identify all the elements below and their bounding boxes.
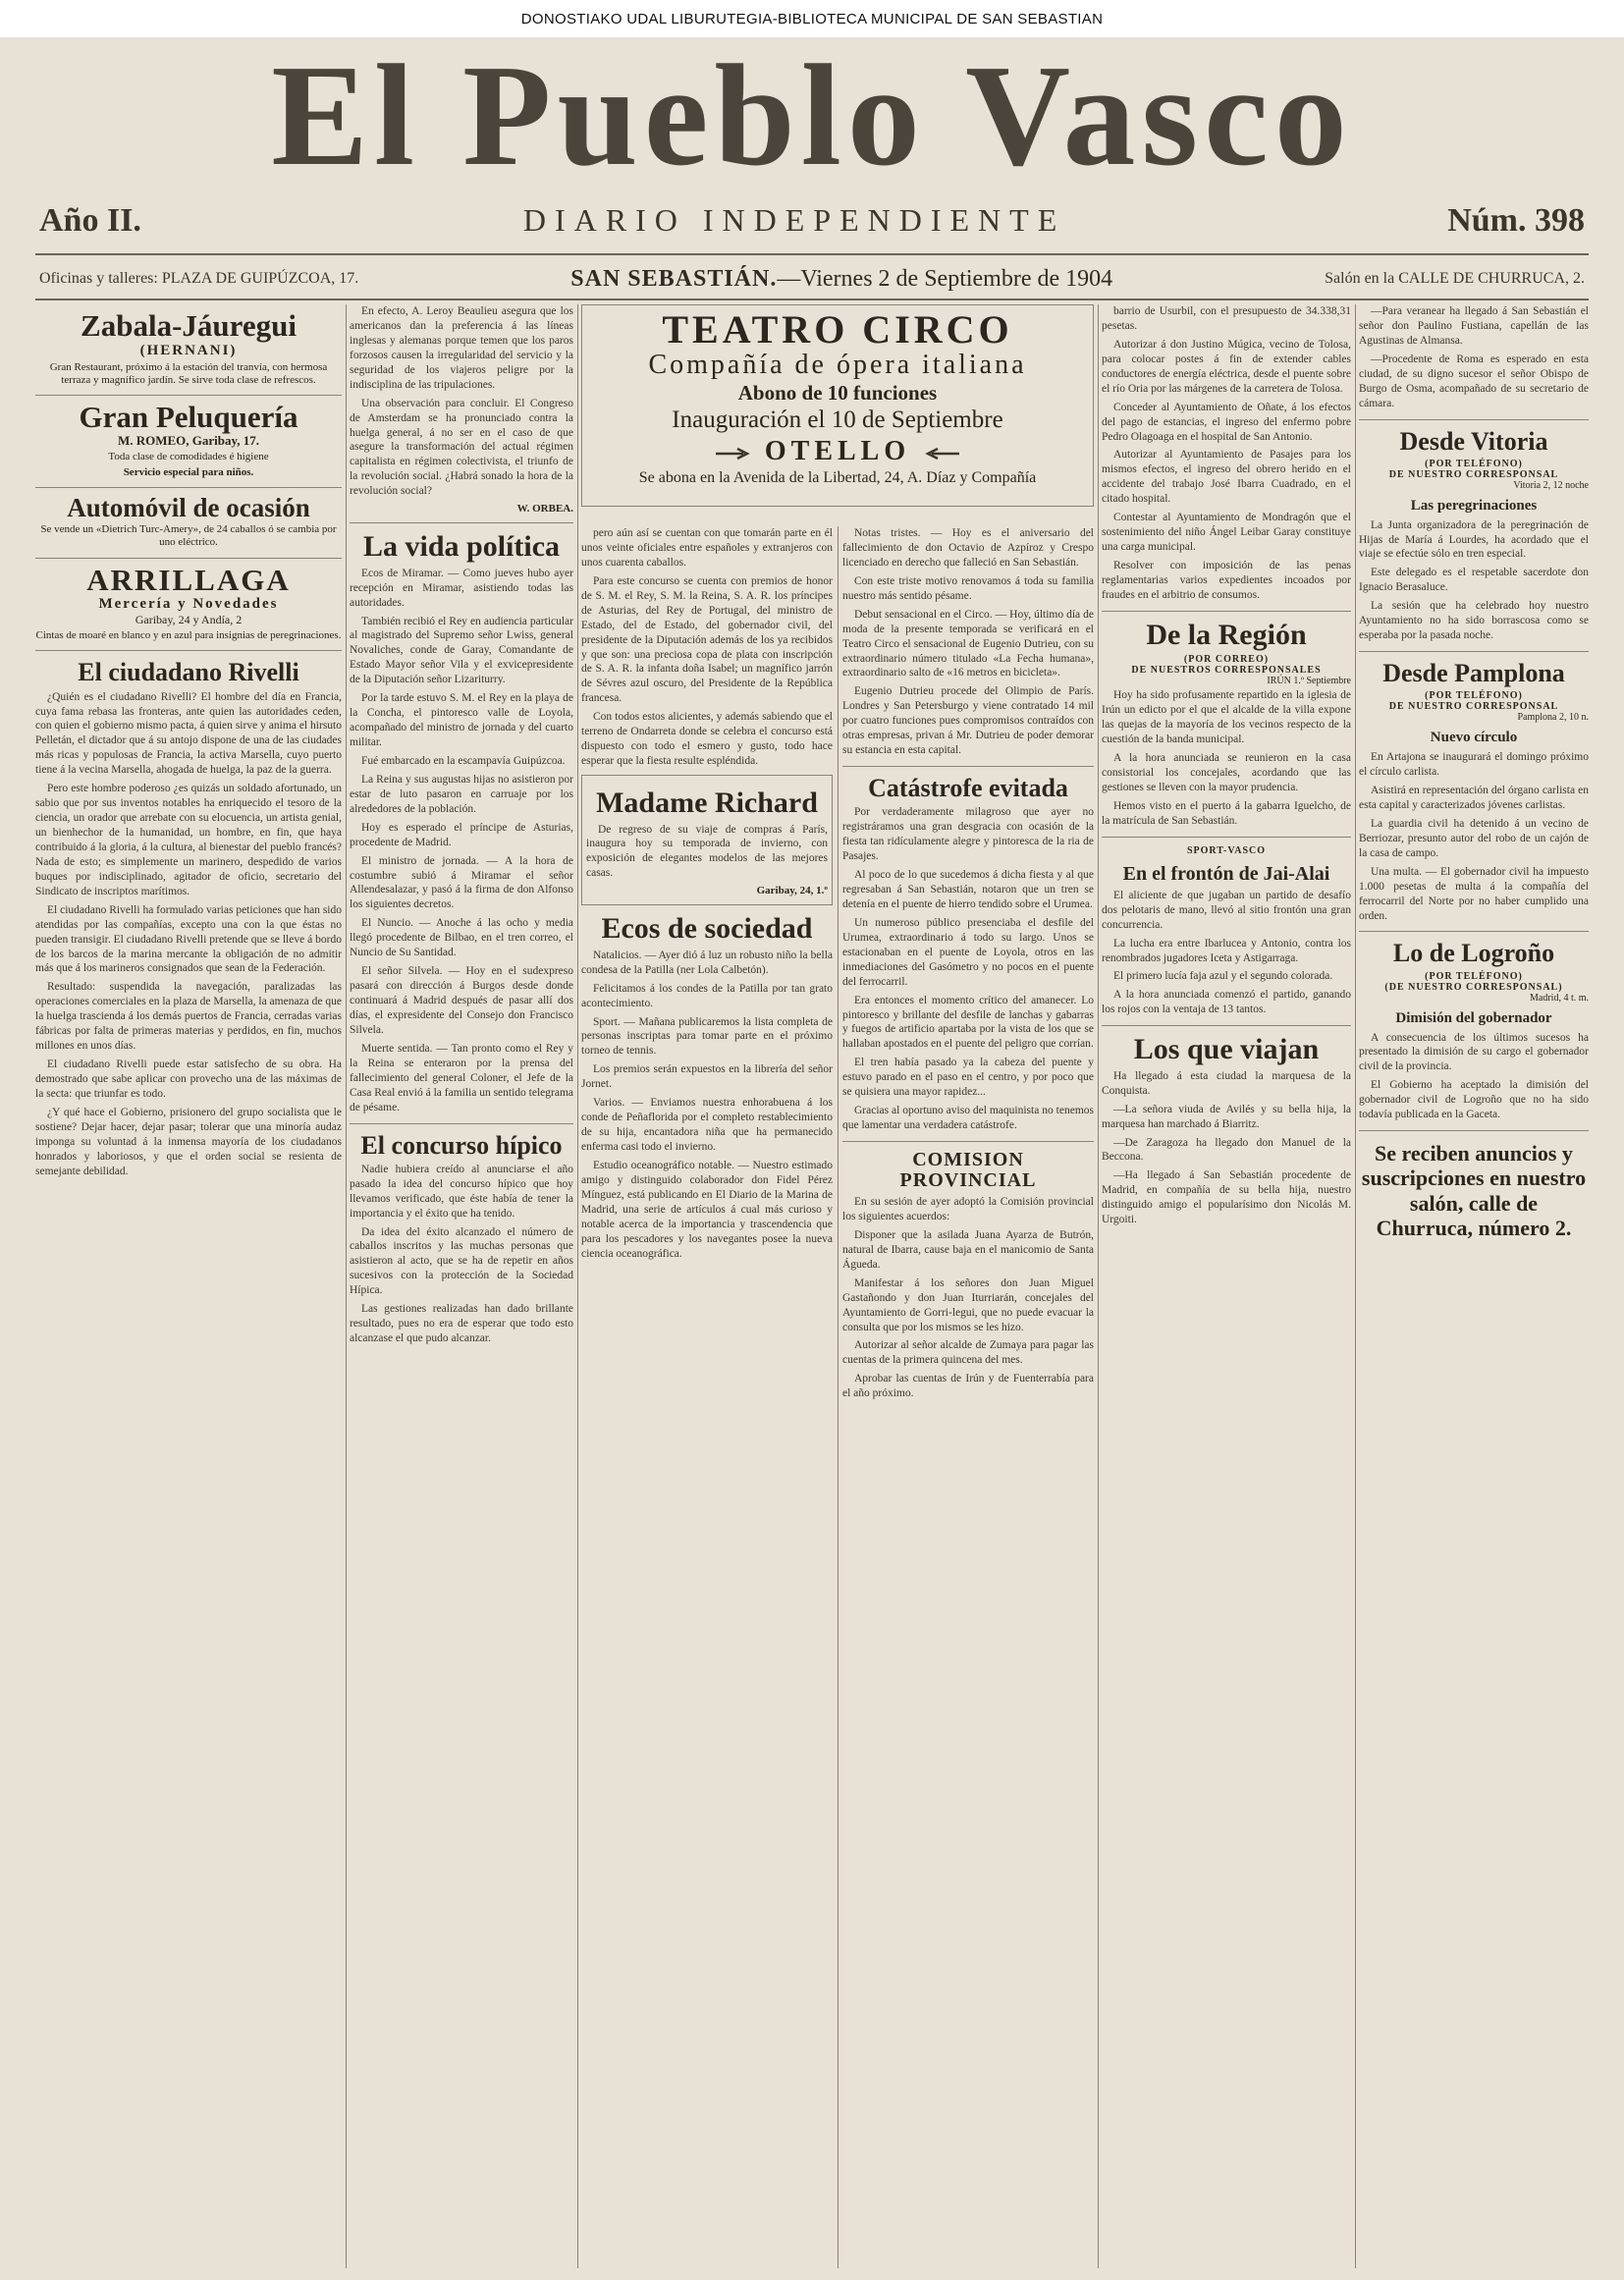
paragraph: Este delegado es el respetable sacerdote don Ignacio Berasaluce. <box>1359 567 1589 594</box>
paragraph: El ciudadano Rivelli ha formulado varias peticiones que han sido atendidas por las compañías, excepto una con la que éstas no pueden transigir. El ciudadano Rivelli pretende que se lleve á bordo de los barcos de la marina mercante la obligación de no admitir más que á los marineros consignados que sean de la Federación. <box>35 903 342 975</box>
column-1 <box>35 304 342 2268</box>
column-2 <box>350 304 573 2268</box>
paragraph: El primero lucía faja azul y el segundo colorada. <box>1113 970 1333 983</box>
paragraph: Hemos visto en el puerto á la gabarra Iguelcho, de la matrícula de San Sebastián. <box>1102 799 1351 827</box>
paragraph: barrio de Usurbil, con el presupuesto de 34.338,31 pesetas. <box>1102 305 1351 332</box>
ad-title: Automóvil de ocasión <box>67 492 310 522</box>
hand-pointer-icon <box>922 446 961 461</box>
ad-subtitle: Garibay, 24 y Andía, 2 <box>135 613 243 627</box>
paragraph: El Nuncio. — Anoche á las ocho y media llegó procedente de Bilbao, en el tren correo, el Nuncio de Su Santidad. <box>350 917 573 959</box>
divider <box>1102 837 1351 838</box>
dispatch-line: Madrid, 4 t. m. <box>1530 992 1589 1004</box>
ad-title: Madame Richard <box>596 787 818 819</box>
divider <box>1359 419 1589 420</box>
ad-title: ARRILLAGA <box>86 562 291 597</box>
ad-address: Garibay, 24, 1.º <box>756 885 828 897</box>
column-rule <box>838 526 839 2268</box>
kicker: (DE NUESTRO CORRESPONSAL) <box>1384 981 1563 993</box>
paragraph: El Gobierno ha aceptado la dimisión del gobernador civil de Logroño que no ha sido todavía publicada en la Gaceta. <box>1359 1079 1589 1121</box>
teatro-circo-ad <box>581 304 1094 507</box>
paragraph: A la hora anunciada comenzó el partido, ganando los rojos con la ventaja de 13 tantos. <box>1102 989 1351 1016</box>
ad-text: Se vende un «Dietrich Turc-Amery», de 24 caballos ó se cambia por uno eléctrico. <box>40 523 337 549</box>
paragraph: Autorizar á don Justino Múgica, vecino de Tolosa, para colocar postes á fin de extender cables conductores de energía eléctrica, desde el puente sobre el río Oria por las márgenes de la carretera de Tolosa. <box>1102 338 1351 395</box>
ad-text: Abono de 10 funciones <box>737 380 938 405</box>
paragraph: La guardia civil ha detenido á un vecino de Berriozar, presunto autor del robo de un cajón de la casa de campo. <box>1359 817 1589 859</box>
paragraph: En Artajona se inaugurará el domingo próximo el círculo carlista. <box>1359 751 1589 779</box>
kicker: (POR CORREO) <box>1183 654 1270 666</box>
paragraph: ¿Quién es el ciudadano Rivelli? El hombre del día en Francia, cuya fama rebasa las fronteras, ante quien las autoridades ceden, con quien el gobierno mismo pacta, á quien sirve y anima el hirsuto Pelletán, el dictador que á su antojo dispone de una de las ciudades más ricas y populosas de Francia, la activa Marsella, cuyo puerto tiene á la vecina Marsella, ahogada de huelga, la paz de la guerra. <box>35 690 342 777</box>
paragraph: Fué embarcado en la escampavía Guipúzcoa. <box>361 754 566 767</box>
article-title: Lo de Logroño <box>1392 939 1555 968</box>
divider <box>1359 1130 1589 1131</box>
paragraph: El señor Silvela. — Hoy en el sudexpreso pasará con dirección á Burgos desde donde continuará á Madrid después de pasar allí dos días, el expresidente del Consejo don Francisco Silvela. <box>350 965 573 1036</box>
paragraph: Ecos de Miramar. — Como jueves hubo ayer recepción en Miramar, asistiendo todas las autoridades. <box>350 567 573 609</box>
paragraph: Natalicios. — Ayer dió á luz un robusto niño la bella condesa de la Patilla (ner Lola Calbetón). <box>581 949 833 976</box>
paragraph: Contestar al Ayuntamiento de Mondragón que el sostenimiento del niño Ángel Leibar Garay constituye una carga municipal. <box>1102 512 1351 554</box>
paragraph: Por verdaderamente milagroso que ayer no registráramos una gran desgracia con ocasión de la fiesta tan ridículamente alegre y pintoresca de la ria de Pasajes. <box>842 806 1094 863</box>
newspaper-subtitle: DIARIO INDEPENDIENTE <box>522 202 1066 238</box>
paragraph: Las gestiones realizadas han dado brillante resultado, pues no era de esperar que todo esto alcanzase el que pudo alcanzar. <box>350 1303 573 1345</box>
subhead: Dimisión del gobernador <box>1395 1009 1552 1026</box>
kicker: SPORT-VASCO <box>1186 844 1267 856</box>
issue-number: Núm. 398 <box>1447 202 1585 239</box>
ad-title: TEATRO CIRCO <box>662 307 1013 352</box>
ad-title: Zabala-Jáuregui <box>81 308 297 343</box>
ad-text: Servicio especial para niños. <box>123 465 254 478</box>
paragraph: Muerte sentida. — Tan pronto como el Rey y la Reina se enteraron por la prensa del fallecimiento del general Coloner, el Jefe de la Casa Real envió á la familia un sentido telegrama de pésame. <box>350 1042 573 1113</box>
article-title: COMISION PROVINCIAL <box>899 1149 1037 1192</box>
paragraph: Autorizar al señor alcalde de Zumaya para pagar las cuentas de la primera quincena del mes. <box>842 1339 1094 1367</box>
paragraph: Resolver con imposición de las penas reglamentarias varios expedientes incoados por fraudes en el arbitrio de consumos. <box>1102 560 1351 601</box>
paragraph: En efecto, A. Leroy Beaulieu asegura que los americanos dan la preferencia á las líneas inglesas y alemanas porque temen que los paros forzosos causen la irregularidad del servicio y la seguridad de los viajeros peligre por la indisciplina de las tripulaciones. <box>350 305 573 391</box>
ad-text: Toda clase de comodidades é higiene <box>108 451 269 463</box>
paragraph: Felicitamos á los condes de la Patilla por tan grato acontecimiento. <box>581 982 833 1009</box>
paragraph: Con todos estos alicientes, y además sabiendo que el terreno de Ondarreta donde se celebra el concurso está dispuesto con todo el esmero y gusto, todo hace esperar que la fiesta resulte espléndida. <box>581 711 833 768</box>
paragraph: —La señora viuda de Avilés y su bella hija, la marquesa han marchado á Biarritz. <box>1102 1103 1351 1130</box>
subhead: Las peregrinaciones <box>1410 497 1538 514</box>
paragraph: La sesión que ha celebrado hoy nuestro Ayuntamiento no ha sido borrascosa como se esperaba por la pasada noche. <box>1359 600 1589 642</box>
column-rule <box>1098 304 1099 2268</box>
ad-subtitle: Compañía de ópera italiana <box>648 350 1027 380</box>
article-title: En el frontón de Jai-Alai <box>1122 862 1330 885</box>
article-title: Desde Vitoria <box>1399 426 1548 456</box>
ad-peluqueria <box>35 396 342 488</box>
article-title: De la Región <box>1146 618 1307 651</box>
paragraph: El ministro de jornada. — A la hora de costumbre subió á Miramar el señor Allendesalazar, y pasó á la firma de don Alfonso los siguientes decretos. <box>350 854 573 911</box>
article-title: Los que viajan <box>1133 1033 1320 1066</box>
column-4 <box>1102 304 1351 2268</box>
paragraph: Para este concurso se cuenta con premios de honor de S. M. el Rey, S. M. la Reina, S. A. R. los príncipes de Asturias, del Rey de Portugal, del ministro de Estado, del de Estado, del gobernador civil, del presidente de la Diputación además de los ya recibidos y que son: una preciosa copa de plata con inscripción de S. A. R. la infanta doña Isabel; un magnífico jarrón de Sévres azul oscuro, del Presidente de la República francesa. <box>581 574 833 705</box>
ad-text: De regreso de su viaje de compras á París, inaugura hoy su temporada de invierno, con exposición de elegantes modelos de las mejores casas. <box>586 823 828 880</box>
paragraph: Gracias al oportuno aviso del maquinista no tenemos que lamentar una verdadera catástrofe. <box>842 1105 1094 1132</box>
divider <box>842 766 1094 767</box>
paragraph: Da idea del éxito alcanzado el número de caballos inscritos y las muchas personas que asistieron al acto, que se ha de repetir en años sucesivos con la protección de la Sociedad Hípica. <box>350 1225 573 1297</box>
column-3 <box>581 304 1094 2268</box>
subhead: Nuevo círculo <box>1430 730 1518 746</box>
paragraph: El ciudadano Rivelli puede estar satisfecho de su obra. Ha demostrado que sabe aplicar con provecho una de las máximas de la secta: que triunfar es todo. <box>35 1059 342 1100</box>
paragraph: Era entonces el momento crítico del amanecer. Lo pintoresco y brillante del desfile de lanchas y gabarras y fuegos de artificio apartaba por la vista de los que se hallaban apostados en el puente del peligro que corrían. <box>842 994 1094 1051</box>
paragraph: El tren había pasado ya la cabeza del puente y estuvo parado en el paso en el centro, y por poco que se quisiera una mayor rapidez... <box>842 1057 1094 1099</box>
ad-title: Gran Peluquería <box>79 399 298 434</box>
ad-text: Inauguración el 10 de Septiembre <box>672 406 1003 433</box>
paragraph: Un numeroso público presenciaba el desfile del Urumea, extraordinario á todo su largo. Unos se estacionaban en el puente de Loyola, otros en las inmediaciones del Gasómetro y no pocos en el puente del ferrocarril. <box>842 916 1094 988</box>
column-3b <box>842 526 1094 2268</box>
ad-subtitle: (HERNANI) <box>139 342 238 358</box>
article-title: Ecos de sociedad <box>601 912 813 946</box>
columns <box>35 304 1589 2268</box>
salon-address: Salón en la CALLE DE CHURRUCA, 2. <box>1325 270 1585 287</box>
subscription-ad: Se reciben anuncios y suscripciones en nuestro salón, calle de Churruca, número 2. <box>1361 1141 1587 1241</box>
column-5 <box>1359 304 1589 2268</box>
ad-text: Gran Restaurant, próximo á la estación del tranvía, con hermosa terraza y magnífico jardín. Se sirve toda clase de refrescos. <box>49 360 328 386</box>
kicker: (POR TELÉFONO) <box>1425 970 1523 982</box>
divider <box>350 1123 573 1124</box>
paragraph: pero aún así se cuentan con que tomarán parte en él unos veinte oficiales entre españoles y extranjeros con unos cuarenta caballos. <box>581 527 833 569</box>
masthead-rule <box>35 253 1589 255</box>
ad-zabala <box>35 304 342 396</box>
archive-header: DONOSTIAKO UDAL LIBURUTEGIA-BIBLIOTECA MUNICIPAL DE SAN SEBASTIAN <box>520 10 1104 27</box>
paragraph: Con este triste motivo renovamos á toda su familia nuestro más sentido pésame. <box>842 574 1094 602</box>
paragraph: Eugenio Dutrieu procede del Olimpio de París. Londres y San Petersburgo y viene contratado 14 mil por cuatro funciones pues compromisos contraídos con otras empresas, privan á Mr. Dutrieu de poder demorar su estancia en esta capital. <box>842 685 1094 757</box>
divider <box>1102 611 1351 612</box>
kicker: DE NUESTRO CORRESPONSAL <box>1388 468 1559 480</box>
paragraph: ¿Y qué hace el Gobierno, prisionero del grupo socialista que le sostiene? Dejar hacer, dejar pasar; tolerar que una minoría audaz imponga su voluntad á la inmensa mayoría de los ciudadanos honrados y laboriosos, y que el orden social se resienta de semejante debilidad. <box>35 1106 342 1177</box>
divider <box>842 1141 1094 1142</box>
paragraph: Resultado: suspendida la navegación, paralizadas las operaciones comerciales en la plaza de Marsella, la amenaza de que la huelga trascienda á los demás puertos de Francia, cerradas varias fábricas por falta de primeras materias y perdidos, en fin, muchos millones en unos días. <box>35 981 342 1053</box>
paragraph: A consecuencia de los últimos sucesos ha presentado la dimisión de su cargo el gobernador civil de la provincia. <box>1359 1031 1589 1073</box>
divider <box>1102 1025 1351 1026</box>
paragraph: Notas tristes. — Hoy es el aniversario del fallecimiento de don Octavio de Azpíroz y Crespo licenciado en derecho que falleció en San Sebastián. <box>842 527 1094 569</box>
paragraph: Sport. — Mañana publicaremos la lista completa de personas inscriptas para tomar parte en el próximo torneo de tennis. <box>581 1015 833 1058</box>
ad-arrillaga <box>35 559 342 652</box>
paragraph: Hoy es esperado el príncipe de Asturias, procedente de Madrid. <box>350 821 573 848</box>
paragraph: Ha llegado á esta ciudad la marquesa de la Conquista. <box>1102 1069 1351 1097</box>
article-title: El concurso hípico <box>360 1130 563 1160</box>
paragraph: Conceder al Ayuntamiento de Oñate, á los efectos del pago de estancias, el ingreso del enfermo pobre Pedro Olagoaga en el hospital de San Antonio. <box>1102 401 1351 443</box>
paragraph: La lucha era entre Ibarlucea y Antonio, contra los renombrados jugadores Iceta y Astigarraga. <box>1102 937 1351 964</box>
ad-subtitle: M. ROMEO, Garibay, 17. <box>117 433 260 449</box>
kicker: DE NUESTROS CORRESPONSALES <box>1131 665 1322 677</box>
paragraph: El aliciente de que jugaban un partido de desafío dos pelotaris de mano, llevó al sitio frontón una gran concurrencia. <box>1102 889 1351 931</box>
divider <box>350 522 573 523</box>
ad-text: Se abona en la Avenida de la Libertad, 24, A. Díaz y Compañía <box>638 468 1037 486</box>
paragraph: Una observación para concluir. El Congreso de Amsterdam se ha pronunciado contra la huelga general, á no ser en el caso de que asegure la transformación del actual régimen capitalista en régimen colectivista, el triunfo de la revolución social. ¿Habrá sonado la hora de la revolución social? <box>350 397 573 498</box>
issue-year: Año II. <box>39 202 141 239</box>
paragraph: Asistirá en representación del órgano carlista en esta capital y caracterizados jóvenes carlistas. <box>1359 785 1589 811</box>
ad-opera-title: OTELLO <box>588 435 1087 468</box>
ad-subtitle: Mercería y Novedades <box>98 596 279 613</box>
ad-text: Cintas de moaré en blanco y en azul para insignias de peregrinaciones. <box>35 629 342 642</box>
paragraph: A la hora anunciada se reunieron en la casa consistorial los concejales, acordando que las gestiones se lleven con la mayor prudencia. <box>1102 752 1351 793</box>
newspaper-title: El Pueblo Vasco <box>271 37 1353 196</box>
paragraph: —Para veranear ha llegado á San Sebastián el señor don Paulino Fustiana, capellán de las Agustinas de Almansa. <box>1359 305 1589 347</box>
paragraph: —Ha llegado á San Sebastián procedente de Madrid, en compañía de su bella hija, nuestro distinguido amigo el popularísimo don Nicolás M. Urgoiti. <box>1102 1169 1351 1226</box>
kicker: (POR TELÉFONO) <box>1425 690 1523 702</box>
paragraph: Al poco de lo que sucedemos á dicha fiesta y al que regresaban á San Sebastián, notaron que un tren se detenía en el puente de hierro tendido sobre el Urumea. <box>842 869 1094 910</box>
madame-richard-ad <box>581 775 833 905</box>
divider <box>1359 651 1589 652</box>
paragraph: —De Zaragoza ha llegado don Manuel de la Beccona. <box>1102 1136 1351 1164</box>
article-title: La vida política <box>362 530 561 564</box>
kicker: (POR TELÉFONO) <box>1425 458 1523 469</box>
column-rule <box>346 304 347 2268</box>
paragraph: Estudio oceanográfico notable. — Nuestro estimado amigo y distinguido colaborador don Fidel Pérez Mínguez, está publicando en El Diario de la Marina de Madrid, una serie de artículos á cual más curioso y notable acerca de la importancia y trascendencia que para los pescadores y los navegantes posee la nueva ciencia oceanográfica. <box>581 1159 833 1260</box>
paragraph: Manifestar á los señores don Juan Miguel Gastañondo y don Juan Iturriarán, concejales del Ayuntamiento de Gorri-legui, que no puede evacuar la consulta que por los mismos se les hizo. <box>842 1276 1094 1333</box>
paragraph: Debut sensacional en el Circo. — Hoy, último día de moda de la presente temporada se verificará en el Teatro Circo el sensacional de Eugenio Dutrieu, con su extraordinario número titulado «La Fecha humana», extraordinario salto de «16 metros en bicicleta». <box>842 608 1094 679</box>
hand-pointer-icon <box>714 446 753 461</box>
article-title: El ciudadano Rivelli <box>78 658 299 687</box>
masthead <box>0 37 1624 251</box>
paragraph: Varios. — Enviamos nuestra enhorabuena á los conde de Peñaflorida por el completo restablecimiento de su hija, encantadora niña que ha permanecido enferma casi todo el invierno. <box>581 1097 833 1153</box>
paragraph: —Procedente de Roma es esperado en esta ciudad, de su digno sucesor el señor Obispo de Burgo de Osma, acompañado de su secretario de cámara. <box>1359 353 1589 409</box>
office-address: Oficinas y talleres: PLAZA DE GUIPÚZCOA, 17. <box>39 270 359 287</box>
paragraph: Los premios serán expuestos en la librería del señor Jornet. <box>581 1063 833 1091</box>
paragraph: Por la tarde estuvo S. M. el Rey en la playa de la Concha, el pintoresco valle de Loyola, acompañado del ministro de jornada y del cuarto militar. <box>350 692 573 748</box>
dateline <box>39 259 1585 299</box>
dispatch-line: Pamplona 2, 10 n. <box>1517 712 1589 724</box>
paragraph: La Reina y sus augustas hijas no asistieron por estar de luto pasaron en carruaje por los alrededores de la población. <box>350 773 573 815</box>
issue-date: SAN SEBASTIÁN.—Viernes 2 de Septiembre de 1904 <box>570 265 1113 292</box>
paragraph: Disponer que la asilada Juana Ayarza de Butrón, natural de Ibarra, cause baja en el manicomio de Santa Águeda. <box>842 1228 1094 1271</box>
paragraph: En su sesión de ayer adoptó la Comisión provincial los siguientes acuerdos: <box>842 1196 1094 1222</box>
column-rule <box>1355 304 1356 2268</box>
article-title: Desde Pamplona <box>1382 659 1565 688</box>
signature: W. ORBEA. <box>516 503 573 516</box>
paragraph: Autorizar al Ayuntamiento de Pasajes para los mismos efectos, el ingreso del obrero herido en el accidente del trabajo José Ibarra Cuadrado, en el citado hospital. <box>1102 449 1351 506</box>
dateline-rule <box>35 299 1589 300</box>
dispatch-line: IRÚN 1.º Septiembre <box>1267 676 1351 687</box>
column-rule <box>577 304 578 2268</box>
paragraph: Nadie hubiera creído al anunciarse el año pasado la idea del concurso hípico que hoy llevamos verificado, que éste había de tener la importancia y el éxito que ha tenido. <box>350 1163 573 1220</box>
paragraph: También recibió el Rey en audiencia particular al magistrado del Supremo señor Lwiss, general Novaliches, conde de Garay, Comandante de Estado Mayor señor Vila y el exvicepresidente de la Diputación señor Lizariturry. <box>350 615 573 686</box>
ad-automovil <box>35 488 342 559</box>
paragraph: Hoy ha sido profusamente repartido en la iglesia de Irún un edicto por el que el alcalde de la villa expone las quejas de la mayoría de los vecinos respecto de la cuestión de la banda municipal. <box>1102 689 1351 746</box>
divider <box>1359 931 1589 932</box>
paragraph: Una multa. — El gobernador civil ha impuesto 1.000 pesetas de multa á la compañía del ferrocarril del Norte por no haber cumplido una orden. <box>1359 865 1589 922</box>
paragraph: Pero este hombre poderoso ¿es quizás un soldado afortunado, un sabio que por sus inventos notables ha enriquecido el tesoro de la ciencia, un orador que arrebate con su elocuencia, un artista genial, un bienhechor de la humanidad, un hombre, en fin, que haya contribuido á la gloria, á la cultura, al bienestar del pueblo francés? Nada de esto; es simplemente un marinero, despedido de varios buques por indisciplinado, agitador de oficio, secretario del Sindicato de inscriptos marítimos. <box>35 783 342 897</box>
article-title: Catástrofe evitada <box>868 774 1068 803</box>
newspaper-page <box>0 37 1624 2280</box>
paragraph: Aprobar las cuentas de Irún y de Fuenterrabía para el año próximo. <box>842 1373 1094 1400</box>
dispatch-line: Vitoria 2, 12 noche <box>1513 479 1589 491</box>
paragraph: La Junta organizadora de la peregrinación de Hijas de María á Lourdes, ha acordado que el viaje se efectúe sólo en tren especial. <box>1359 518 1589 561</box>
column-3a <box>581 526 833 2268</box>
kicker: DE NUESTRO CORRESPONSAL <box>1388 701 1559 713</box>
